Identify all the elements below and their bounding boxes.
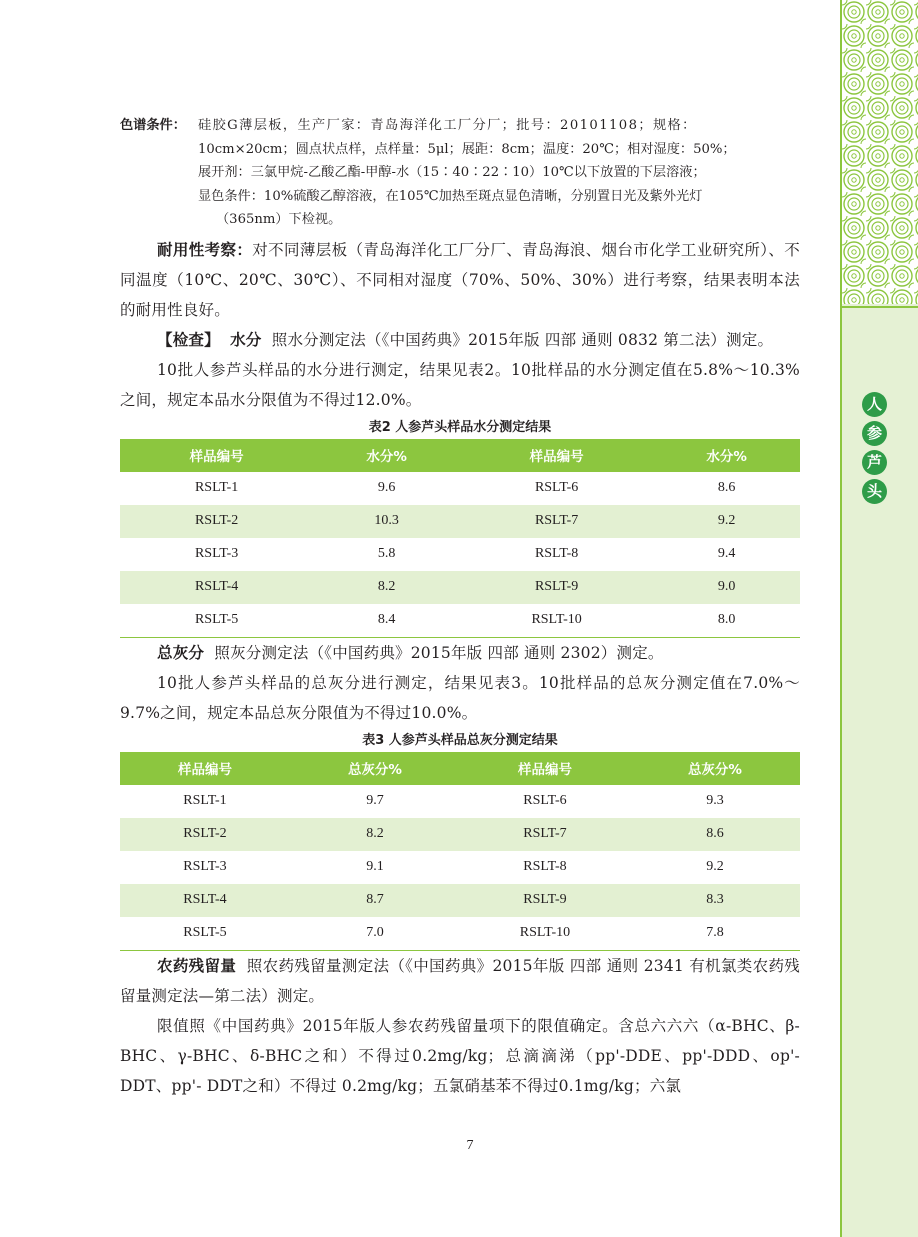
table-cell: 9.3 bbox=[706, 793, 724, 808]
pesticide-paragraph bbox=[120, 951, 800, 1011]
table-cell: RSLT-7 bbox=[460, 505, 653, 538]
table-cell: RSLT-1 bbox=[183, 793, 227, 808]
limit-paragraph: 限值照《中国药典》2015年版人参农药残留量项下的限值确定。含总六六六（α-BHC、β-BHC、γ-BHC、δ-BHC之和）不得过0.2mg/kg；总滴滴涕（pp'-DDE、pp'-DDD、op'- DDT、pp'- DDT之和）不得过 0.2mg/kg；五氯硝基苯不得过0.1mg/kg；六氯 bbox=[120, 1016, 800, 1095]
table-row bbox=[120, 538, 800, 571]
side-title-char: 头 bbox=[862, 479, 887, 504]
table-cell: RSLT-5 bbox=[120, 604, 313, 638]
table2 bbox=[120, 439, 800, 638]
table2-header: 水分% bbox=[653, 439, 800, 472]
check-label: 【检查】 bbox=[157, 330, 220, 349]
page-number: 7 bbox=[466, 1138, 474, 1153]
table-cell: RSLT-3 bbox=[194, 546, 239, 561]
table-row bbox=[120, 571, 800, 604]
chromatography-line-1: 硅胶G薄层板，生产厂家：青岛海洋化工厂分厂；批号：20101108；规格： bbox=[198, 118, 697, 133]
table-cell: RSLT-4 bbox=[120, 571, 313, 604]
table-cell: 8.2 bbox=[290, 818, 460, 851]
table-cell: 9.2 bbox=[706, 859, 724, 874]
cloud-pattern-decoration bbox=[842, 0, 918, 308]
pesticide-label: 农药残留量 bbox=[157, 956, 237, 975]
table-cell: RSLT-9 bbox=[460, 884, 630, 917]
table-cell: RSLT-6 bbox=[523, 793, 567, 808]
table-row bbox=[120, 785, 800, 818]
table-row bbox=[120, 604, 800, 638]
pesticide-text: 照农药残留量测定法（《中国药典》2015年版 四部 通则 2341 有机氯类农药残留量测定法—第二法）测定。 bbox=[120, 956, 800, 1005]
table2-caption: 表2 人参芦头样品水分测定结果 bbox=[368, 419, 552, 435]
table-cell: 8.3 bbox=[630, 884, 800, 917]
moisture-paragraph: 10批人参芦头样品的水分进行测定，结果见表2。10批样品的水分测定值在5.8%～10.3%之间，规定本品水分限值为不得过12.0%。 bbox=[120, 360, 800, 409]
robustness-text: 对不同薄层板（青岛海洋化工厂分厂、青岛海浪、烟台市化学工业研究所）、不同温度（10℃、20℃、30℃）、不同相对湿度（70%、50%、30%）进行考察，结果表明本法的耐用性良好。 bbox=[120, 240, 800, 319]
chromatography-line-5: （365nm）下检视。 bbox=[216, 212, 342, 227]
table-cell: RSLT-7 bbox=[460, 818, 630, 851]
ash-text: 照灰分测定法（《中国药典》2015年版 四部 通则 2302）测定。 bbox=[214, 643, 664, 662]
table-cell: RSLT-9 bbox=[460, 571, 653, 604]
ash-label: 总灰分 bbox=[157, 643, 205, 662]
side-title bbox=[862, 392, 888, 508]
robustness-paragraph bbox=[120, 235, 800, 325]
table-cell: RSLT-8 bbox=[523, 859, 567, 874]
table-row bbox=[120, 851, 800, 884]
table-cell: 9.4 bbox=[717, 546, 736, 561]
table-cell: 5.8 bbox=[377, 546, 396, 561]
table3-caption: 表3 人参芦头样品总灰分测定结果 bbox=[362, 732, 558, 748]
side-tab bbox=[840, 0, 918, 1237]
table-cell: RSLT-1 bbox=[194, 480, 239, 495]
side-title-char: 人 bbox=[862, 392, 887, 417]
table3-header: 样品编号 bbox=[120, 752, 290, 785]
table-row bbox=[120, 884, 800, 917]
table-cell: RSLT-5 bbox=[120, 917, 290, 951]
table3-header: 总灰分% bbox=[630, 752, 800, 785]
ash-result-paragraph: 10批人参芦头样品的总灰分进行测定，结果见表3。10批样品的总灰分测定值在7.0%～9.7%之间，规定本品总灰分限值为不得过10.0%。 bbox=[120, 673, 800, 722]
table2-header: 水分% bbox=[313, 439, 460, 472]
table-row bbox=[120, 917, 800, 951]
ash-paragraph bbox=[120, 638, 800, 668]
table-cell: 8.0 bbox=[653, 604, 800, 638]
table2-header-row bbox=[120, 439, 800, 472]
table-cell: 9.7 bbox=[366, 793, 384, 808]
table-row bbox=[120, 472, 800, 505]
table2-header: 样品编号 bbox=[460, 439, 653, 472]
chromatography-label: 色谱条件： bbox=[120, 118, 186, 133]
table-row bbox=[120, 818, 800, 851]
chromatography-line-3: 展开剂：三氯甲烷-乙酸乙酯-甲醇-水（15∶40∶22∶10）10℃以下放置的下层溶液； bbox=[198, 165, 706, 180]
chromatography-conditions bbox=[120, 114, 800, 232]
table-cell: 9.6 bbox=[377, 480, 396, 495]
chromatography-line-4: 显色条件：10%硫酸乙醇溶液，在105℃加热至斑点显色清晰，分别置日光及紫外光灯 bbox=[198, 188, 703, 204]
table-cell: 7.8 bbox=[630, 917, 800, 951]
side-title-char: 芦 bbox=[862, 450, 887, 475]
table-cell: RSLT-10 bbox=[460, 917, 630, 951]
table3 bbox=[120, 752, 800, 951]
table-cell: RSLT-2 bbox=[120, 818, 290, 851]
check-text: 照水分测定法（《中国药典》2015年版 四部 通则 0832 第二法）测定。 bbox=[271, 330, 774, 349]
table-cell: 10.3 bbox=[313, 505, 460, 538]
table-cell: 8.6 bbox=[717, 480, 736, 495]
table-cell: 9.1 bbox=[366, 859, 384, 874]
table-cell: 9.0 bbox=[653, 571, 800, 604]
table3-header: 样品编号 bbox=[460, 752, 630, 785]
table-cell: 8.6 bbox=[630, 818, 800, 851]
table-cell: 8.4 bbox=[313, 604, 460, 638]
table-cell: RSLT-10 bbox=[460, 604, 653, 638]
table-cell: RSLT-2 bbox=[120, 505, 313, 538]
table-cell: 9.2 bbox=[653, 505, 800, 538]
table3-header: 总灰分% bbox=[290, 752, 460, 785]
table-cell: RSLT-6 bbox=[534, 480, 579, 495]
page-content bbox=[120, 114, 800, 1101]
table-cell: 7.0 bbox=[290, 917, 460, 951]
table-cell: RSLT-8 bbox=[534, 546, 579, 561]
check-item: 水分 bbox=[230, 330, 262, 349]
table3-header-row bbox=[120, 752, 800, 785]
robustness-label: 耐用性考察： bbox=[157, 240, 253, 259]
table-cell: RSLT-4 bbox=[120, 884, 290, 917]
table-cell: RSLT-3 bbox=[183, 859, 227, 874]
table-cell: 8.2 bbox=[313, 571, 460, 604]
table-row bbox=[120, 505, 800, 538]
side-title-char: 参 bbox=[862, 421, 887, 446]
table2-header: 样品编号 bbox=[120, 439, 313, 472]
chromatography-line-2: 10cm×20cm；圆点状点样，点样量：5μl；展距：8cm；温度：20℃；相对湿度：50%； bbox=[198, 141, 736, 157]
table-cell: 8.7 bbox=[290, 884, 460, 917]
check-paragraph bbox=[120, 325, 800, 355]
